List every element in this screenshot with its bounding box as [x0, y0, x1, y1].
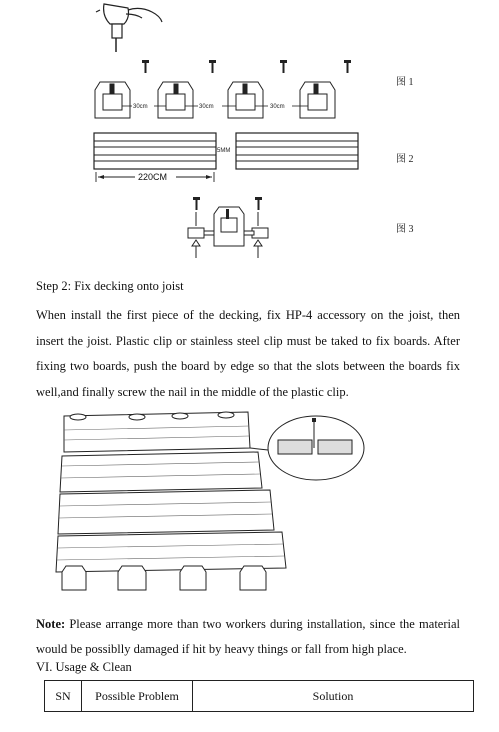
fig2-width-label: 220CM: [138, 172, 168, 182]
table-header-row: [45, 681, 474, 712]
note-text: Please arrange more than two workers during installation, since the material would be possiblly damaged if hit by heavy things or fall from high place.: [36, 617, 460, 656]
fig1-gap-label-1: 30cm: [133, 104, 148, 110]
note-paragraph: [36, 612, 460, 662]
column-header-possible-problem: Possible Problem: [82, 681, 193, 712]
column-header-sn: SN: [45, 681, 82, 712]
step-2-paragraph: When install the first piece of the decking, fix HP-4 accessory on the joist, then insert the joist. Plastic clip or stainless steel clip must be taked to fix boards. After fixing two boards, push the board by edge so that the slots between the boards fix well,and finally screw the nail in the middle of the plastic clip.: [36, 308, 460, 399]
figure-2-label: 图 2: [396, 154, 414, 165]
problem-solution-table: [44, 680, 474, 712]
figure-1-label: 图 1: [396, 77, 414, 88]
figure-3-label: 图 3: [396, 224, 414, 235]
fig2-gap-label: 5MM: [217, 148, 231, 154]
step-2-title: Step 2: Fix decking onto joist: [36, 279, 184, 293]
column-header-solution: Solution: [193, 681, 474, 712]
fig1-gap-label-3: 30cm: [270, 104, 285, 110]
fig1-gap-label-2: 30cm: [199, 104, 214, 110]
section-title: VI. Usage & Clean: [36, 660, 132, 674]
note-label: Note:: [36, 617, 66, 631]
